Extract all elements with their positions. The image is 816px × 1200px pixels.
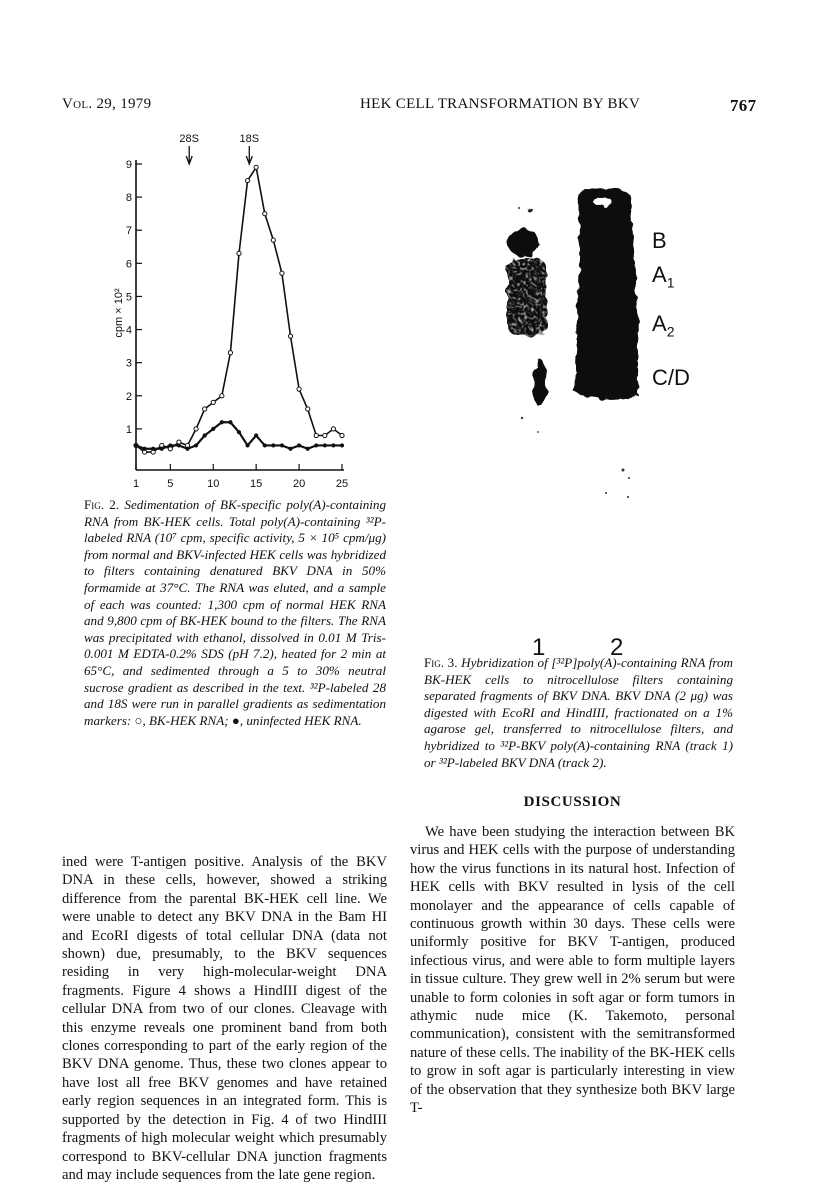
band-label-cd: C/D — [652, 365, 690, 390]
y-tick-label: 2 — [125, 390, 132, 403]
fig3-caption-lead: Fig. 3. — [424, 655, 458, 670]
y-tick-label: 6 — [125, 258, 132, 271]
track-2-bands — [574, 188, 639, 400]
journal-volume: Vol. 29, 1979 — [62, 96, 152, 112]
band-label-a1: $A_1$ — [652, 262, 675, 291]
page-number: 767 — [730, 96, 757, 115]
y-tick-label: 5 — [125, 291, 132, 304]
marker-label: 18S — [239, 133, 260, 145]
left-column-body: ined were T-antigen positive. Analysis of the BKV DNA in these cells, however, showed a striking difference from the parental BK-HEK cell line. We were unable to detect any BKV DNA in the Bam HI and EcoRI digests of total cellular DNA (data not shown) due, presumably, to the BKV sequences residing in very high-molecular-weight DNA fragments. Figure 4 shows a HindIII digest of the cellular DNA from two of our clones. Cleavage with this enzyme reveals one prominent band from both clones corresponding to part of the early region of the BKV DNA genome. Thus, these two clones appear to have lost all free BKV genomes and have retained early region sequences in an integrated form. This is supported by the detection in Fig. 4 of two HindIII fragments of high molecular weight which presumably correspond to BKV-cellular DNA junction fragments and may include sequences from the late gene region. — [62, 854, 387, 1183]
y-tick-label: 8 — [125, 192, 132, 205]
track-1-bands — [507, 208, 547, 408]
track-label-1: 1 — [532, 634, 546, 661]
x-tick-label: 25 — [335, 478, 349, 490]
y-axis-label: cpm × 10² — [113, 288, 125, 338]
fig2-caption-text: Sedimentation of BK-specific poly(A)-containing RNA from BK-HEK cells. Total poly(A)-containing ³²P-labeled RNA (10⁷ cpm, specific activity, 5 × 10⁵ cpm/μg) from normal and BKV-infected HEK cells was hybridized to filters containing denatured BKV DNA in 50% formamide at 37°C. The RNA was eluted, and a sample of each was counted: 1,300 cpm of normal HEK RNA and 9,800 cpm of BK-HEK bound to the filters. The RNA was precipitated with ethanol, dissolved in 0.01 M Tris-0.001 M EDTA-0.2% SDS (pH 7.2), heated for 2 min at 65°C, and sedimented through a 5 to 30% neutral sucrose gradient as described in the text. ³²P-labeled 28 and 18S were run in parallel gradients as sedimentation markers: ○, BK-HEK RNA; ●, uninfected HEK RNA. — [84, 497, 386, 728]
y-tick-label: 1 — [125, 423, 132, 436]
x-tick-label: 5 — [167, 478, 174, 490]
fig2-caption — [84, 497, 386, 729]
y-tick-label: 9 — [125, 159, 132, 171]
band-label-b: B — [652, 228, 667, 253]
marker-label: 28S — [179, 133, 200, 145]
y-tick-label: 4 — [125, 324, 132, 337]
fig2-caption-lead: Fig. 2. — [84, 497, 120, 512]
y-tick-label: 3 — [125, 357, 132, 370]
band-label-a2: $A_2$ — [652, 311, 675, 340]
x-tick-label: 10 — [207, 478, 220, 490]
x-tick-label: 20 — [292, 478, 306, 490]
x-tick-label: 15 — [250, 478, 263, 490]
discussion-heading: DISCUSSION — [523, 794, 622, 810]
fig3-caption-text: Hybridization of [³²P]poly(A)-containing RNA from BK-HEK cells to nitrocellulose filters containing separated fragments of BKV DNA. BKV DNA (2 μg) was digested with EcoRI and HindIII, fractionated on a 1% agarose gel, transferred to nitrocellulose filters, and hybridized to ³²P-BKV poly(A)-containing RNA (track 1) or ³²P-labeled BKV DNA (track 2). — [424, 655, 734, 770]
x-tick-label: 1 — [132, 478, 140, 490]
y-tick-label: 7 — [125, 225, 132, 238]
running-title: HEK CELL TRANSFORMATION BY BKV — [360, 96, 641, 112]
track-label-2: 2 — [610, 634, 624, 661]
fig3-caption — [424, 655, 733, 771]
discussion-body: We have been studying the interaction between BK virus and HEK cells with the purpose of understanding how the virus functions in its natural host. Infection of HEK cells with BKV resulted in lysis of the cell monolayer and the appearance of cells capable of continuous growth within 30 days. These cells were uniformly positive for BKV T-antigen, produced infectious virus, and were able to form multiple layers in tissue culture. They grew well in 2% serum but were unable to form colonies in soft agar or form tumors in athymic nude mice (K. Takemoto, personal communication), consistent with the semitransformed nature of these cells. The inability of the BK-HEK cells to grow in soft agar is particularly interesting in view of the observation that they synthesize both BKV large T- — [410, 824, 735, 1117]
